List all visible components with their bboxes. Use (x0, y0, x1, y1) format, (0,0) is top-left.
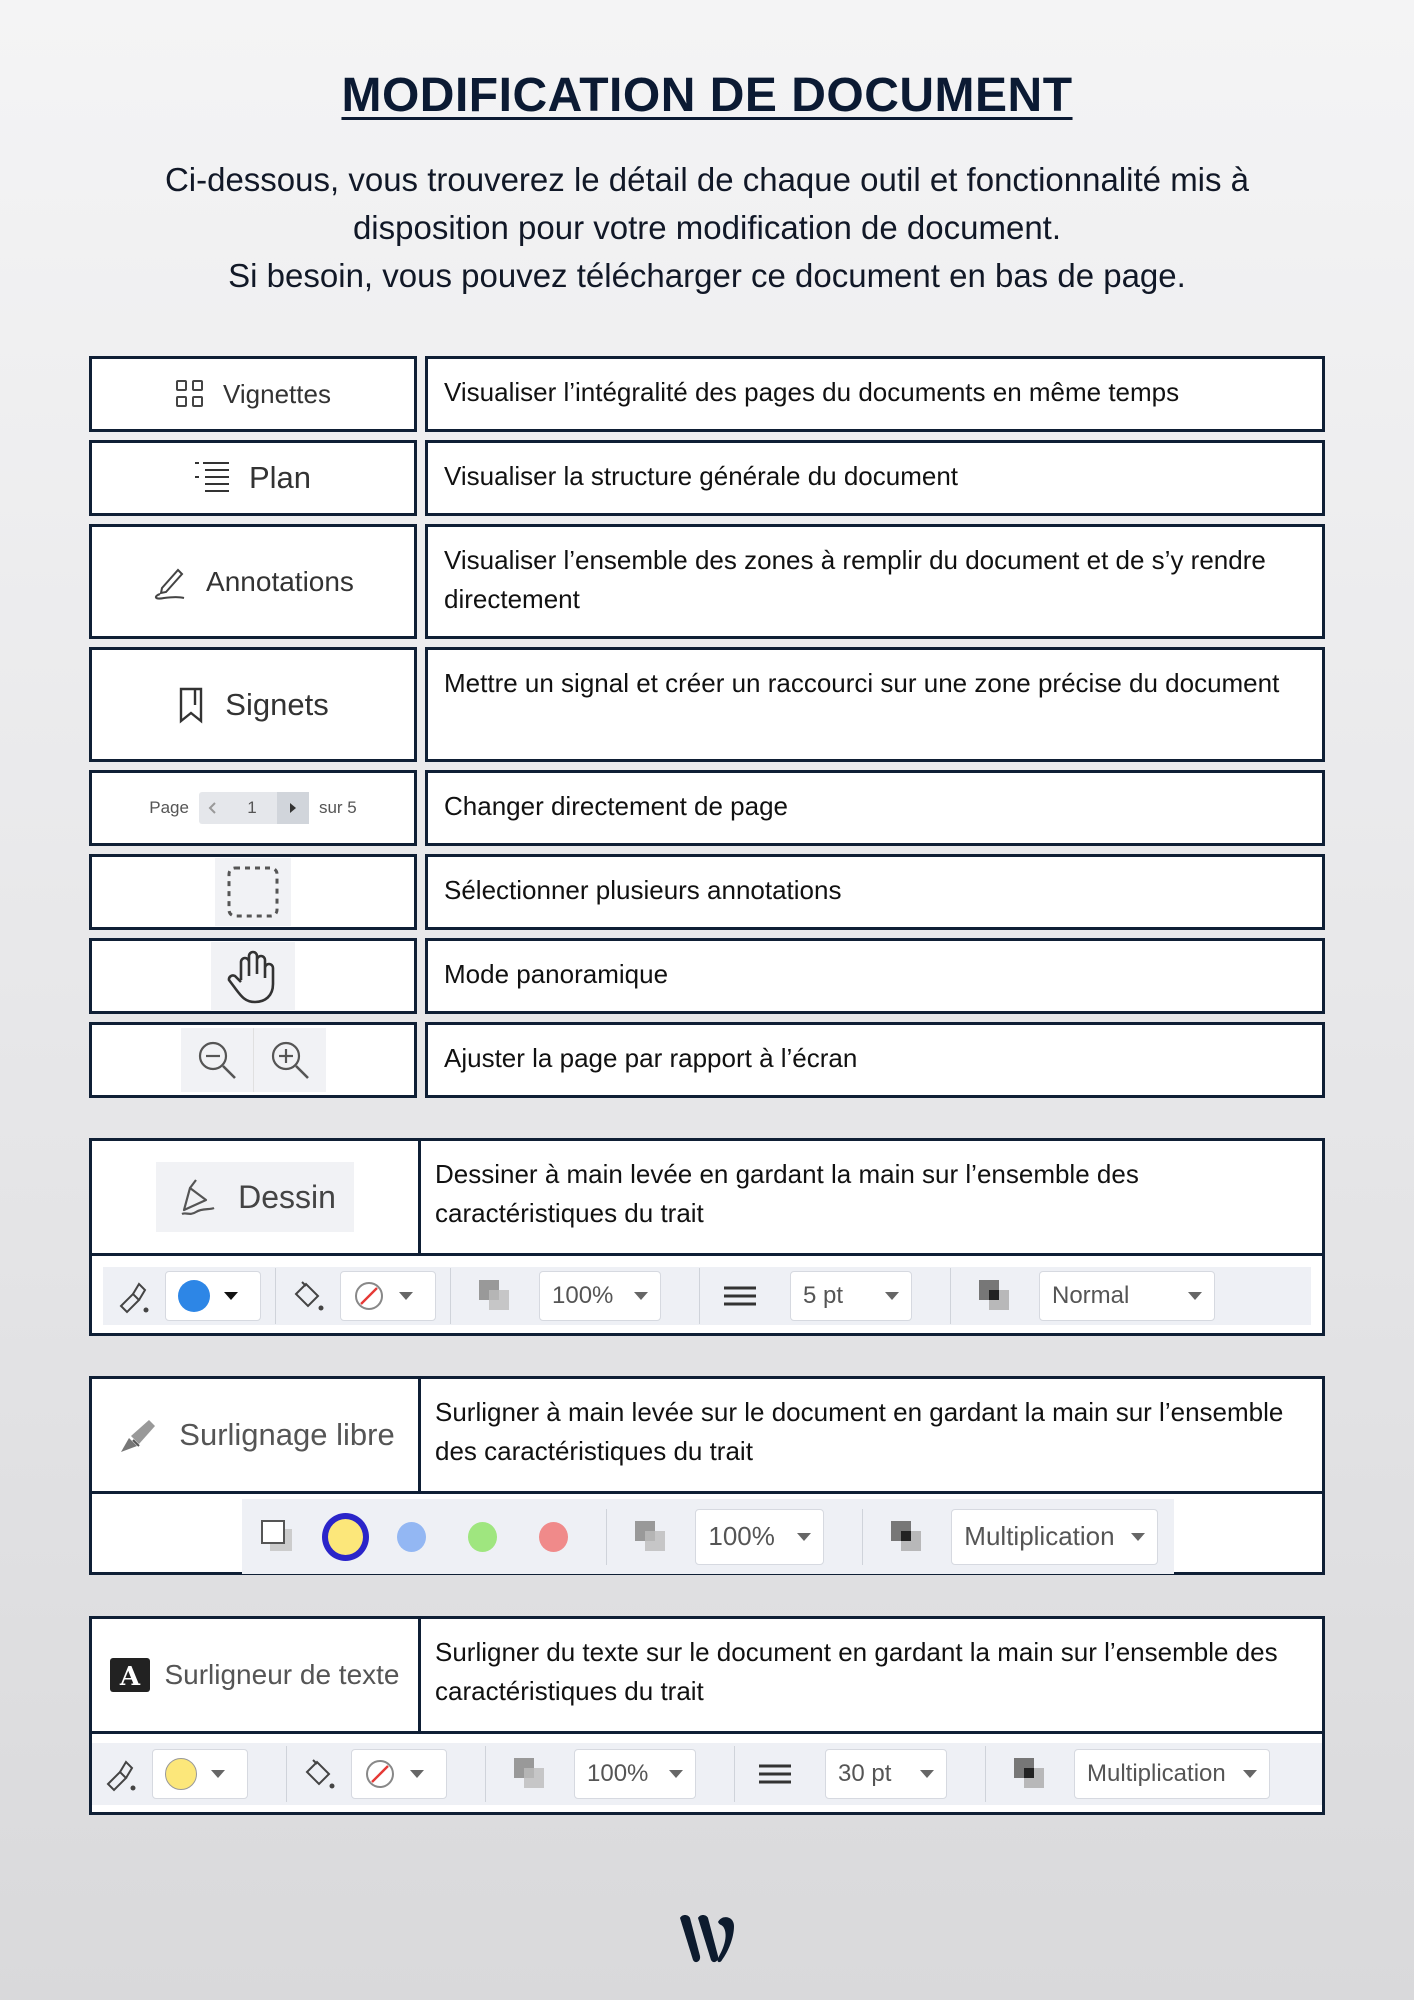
blend-mode-dropdown[interactable] (1039, 1271, 1215, 1321)
color-swatch-green[interactable] (468, 1522, 497, 1552)
tool-description: Changer directement de page (425, 770, 1325, 846)
chevron-down-icon (920, 1770, 934, 1778)
tool-label: Vignettes (223, 378, 331, 409)
tool-description: Mettre un signal et créer un raccourci sur une zone précise du document (425, 647, 1325, 762)
tool-surligneur-texte[interactable] (92, 1619, 421, 1731)
brand-logo (678, 1912, 738, 1966)
tool-description: Sélectionner plusieurs annotations (425, 854, 1325, 930)
tool-label: Dessin (238, 1178, 336, 1215)
toolbar-separator (450, 1268, 451, 1324)
tool-description: Mode panoramique (425, 938, 1325, 1014)
intro-line-1: Ci-dessous, vous trouverez le détail de chaque outil et fonctionnalité mis à (164, 161, 1250, 198)
divider (92, 1253, 1322, 1256)
line-width-dropdown[interactable] (825, 1749, 947, 1799)
surlignage-block (89, 1376, 1325, 1575)
stroke-color-dropdown[interactable] (152, 1749, 248, 1799)
surligneur-block (89, 1616, 1325, 1815)
tool-surlignage-libre[interactable] (92, 1379, 421, 1491)
chevron-down-icon (1131, 1533, 1145, 1541)
opacity-icon (631, 1517, 671, 1557)
no-color-icon[interactable] (258, 1517, 298, 1557)
tool-label: Annotations (206, 565, 354, 597)
toolbar-separator (985, 1746, 986, 1802)
surligneur-toolbar (92, 1743, 1322, 1805)
tool-row-vignettes (89, 356, 1325, 432)
tool-row-annotations (89, 524, 1325, 639)
highlighter-icon (115, 1412, 161, 1458)
tool-dessin[interactable] (92, 1141, 421, 1253)
tool-description: Surligner du texte sur le document en gardant la main sur l’ensemble des caractéristiques du trait (435, 1637, 1278, 1706)
chevron-down-icon (399, 1292, 413, 1300)
line-width-dropdown[interactable] (790, 1271, 912, 1321)
dashed-selection-icon (215, 858, 291, 926)
tool-label: Plan (248, 460, 312, 495)
tool-label: Signets (225, 686, 329, 722)
dessin-block (89, 1138, 1325, 1336)
zoom-in-icon[interactable] (254, 1028, 326, 1092)
chevron-down-icon (410, 1770, 424, 1778)
outline-list-icon (195, 459, 231, 497)
stroke-color-icon (115, 1278, 151, 1314)
text-highlight-icon (110, 1658, 150, 1692)
opacity-icon (510, 1754, 550, 1794)
tool-row-pan (89, 938, 1325, 1014)
toolbar-separator (275, 1268, 276, 1324)
stroke-color-dropdown[interactable] (165, 1271, 261, 1321)
chevron-down-icon (797, 1533, 811, 1541)
line-width-icon (722, 1284, 758, 1308)
page-navigator[interactable] (89, 770, 417, 846)
line-width-icon (757, 1762, 793, 1786)
opacity-value: 100% (708, 1521, 775, 1551)
opacity-value: 100% (552, 1282, 614, 1309)
fill-color-dropdown[interactable] (351, 1749, 447, 1799)
tool-row-plan (89, 440, 1325, 516)
color-swatch-blue[interactable] (397, 1522, 426, 1552)
tool-description: Visualiser la structure générale du document (425, 440, 1325, 516)
opacity-dropdown[interactable] (695, 1509, 824, 1565)
no-fill-icon (353, 1280, 385, 1312)
color-swatch-red[interactable] (539, 1522, 568, 1552)
tool-annotations[interactable] (89, 524, 417, 639)
prev-page-button[interactable] (199, 802, 227, 814)
blend-mode-icon (1010, 1754, 1050, 1794)
toolbar-separator (862, 1509, 863, 1565)
surlignage-toolbar (242, 1499, 1174, 1574)
bookmark-icon (177, 685, 207, 725)
tool-signets[interactable] (89, 647, 417, 762)
next-page-button[interactable] (277, 792, 309, 824)
chevron-down-icon (634, 1292, 648, 1300)
intro-text (100, 156, 1314, 300)
toolbar-separator (606, 1509, 607, 1565)
chevron-down-icon (1243, 1770, 1257, 1778)
fill-bucket-icon (301, 1756, 337, 1792)
page-number-input[interactable]: 1 (247, 798, 257, 817)
opacity-value: 100% (587, 1760, 649, 1787)
stroke-color-swatch (178, 1280, 210, 1312)
fill-bucket-icon (290, 1278, 326, 1314)
tool-description: Ajuster la page par rapport à l’écran (425, 1022, 1325, 1098)
toolbar-separator (699, 1268, 700, 1324)
tool-description: Dessiner à main levée en gardant la main sur l’ensemble des caractéristiques du trait (435, 1159, 1139, 1228)
tool-row-page-nav (89, 770, 1325, 846)
stroke-color-swatch (165, 1758, 197, 1790)
line-width-value: 5 pt (803, 1282, 844, 1309)
chevron-down-icon (885, 1292, 899, 1300)
tool-plan[interactable] (89, 440, 417, 516)
color-swatch-yellow-selected[interactable] (322, 1513, 369, 1561)
chevron-down-icon (669, 1770, 683, 1778)
toolbar-separator (286, 1746, 287, 1802)
dessin-toolbar (103, 1267, 1311, 1325)
page-label: Page (149, 798, 189, 817)
intro-line-3: Si besoin, vous pouvez télécharger ce document en bas de page. (228, 257, 1186, 294)
tool-pan-mode[interactable] (89, 938, 417, 1014)
total-pages-label: sur 5 (318, 798, 357, 817)
divider (92, 1731, 1322, 1734)
pen-signature-icon (152, 564, 188, 600)
svg-text:A: A (120, 1662, 141, 1692)
draw-pen-icon (174, 1174, 220, 1220)
tool-row-selection (89, 854, 1325, 930)
tool-row-zoom (89, 1022, 1325, 1098)
tool-row-signets (89, 647, 1325, 762)
blend-mode-value: Multiplication (964, 1521, 1115, 1551)
grid-icon (175, 379, 205, 409)
tool-description: Surligner à main levée sur le document en gardant la main sur l’ensemble des caractéristiques du trait (435, 1397, 1284, 1466)
tool-description: Visualiser l’ensemble des zones à remplir du document et de s’y rendre directement (425, 524, 1325, 639)
chevron-down-icon (224, 1292, 238, 1300)
tool-label: Surlignage libre (179, 1417, 395, 1452)
page-title: MODIFICATION DE DOCUMENT (341, 69, 1073, 122)
blend-mode-icon (887, 1517, 927, 1557)
intro-line-2: disposition pour votre modification de document. (352, 209, 1062, 246)
opacity-icon (475, 1276, 515, 1316)
blend-mode-dropdown[interactable] (951, 1509, 1158, 1565)
tool-vignettes[interactable] (89, 356, 417, 432)
tool-description: Visualiser l’intégralité des pages du documents en même temps (425, 356, 1325, 432)
toolbar-separator (734, 1746, 735, 1802)
zoom-out-icon[interactable] (181, 1028, 254, 1092)
opacity-dropdown[interactable] (539, 1271, 661, 1321)
stroke-color-icon (102, 1756, 138, 1792)
tool-label: Surligneur de texte (164, 1659, 400, 1690)
blend-mode-value: Normal (1052, 1282, 1130, 1309)
opacity-dropdown[interactable] (574, 1749, 696, 1799)
hand-pan-icon (211, 942, 295, 1010)
toolbar-separator (485, 1746, 486, 1802)
blend-mode-value: Multiplication (1087, 1760, 1226, 1787)
chevron-down-icon (211, 1770, 225, 1778)
fill-color-dropdown[interactable] (340, 1271, 436, 1321)
toolbar-separator (950, 1268, 951, 1324)
blend-mode-icon (975, 1276, 1015, 1316)
divider (92, 1491, 1322, 1494)
tool-multi-select[interactable] (89, 854, 417, 930)
chevron-down-icon (1188, 1292, 1202, 1300)
no-fill-icon (364, 1758, 396, 1790)
zoom-controls (89, 1022, 417, 1098)
blend-mode-dropdown[interactable] (1074, 1749, 1270, 1799)
line-width-value: 30 pt (838, 1760, 892, 1787)
